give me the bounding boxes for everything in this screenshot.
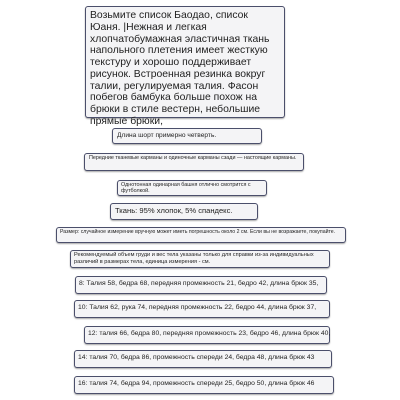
note-tshirt: Однотонная одинарная башня отлично смотрится с футболкой.	[117, 180, 267, 196]
size-row-12: 12: талия 66, бедра 80, передняя промежность 23, бедро 46, длина брюк 40,	[84, 326, 330, 344]
product-description-text: Возьмите список Баодао, список Юаня. |Нежная и легкая хлопчатобумажная эластичная ткань напольного плетения имеет жесткую текстуру и хорошо поддерживает рисунок. Встроенная резинка вокруг талии, регулируемая талия. Фасон побегов бамбука больше похож на брюки в стиле вестерн, небольшие прямые брюки,	[85, 6, 285, 118]
note-recommended-size: Рекомендуемый объем груди и вес тела указаны только для справки из-за индивидуальных различий в размерах тела, единица измерения - см.	[70, 250, 330, 268]
size-row-14: 14: талия 70, бедра 86, промежность спереди 24, бедра 48, длина брюк 43	[74, 350, 332, 368]
size-row-8: 8: Талия 58, бедра 68, передняя промежность 21, бедро 42, длина брюк 35,	[75, 276, 327, 294]
note-measurement-error: Размер: случайное измерение вручную может иметь погрешность около 2 см. Если вы не возражаете, покупайте.	[56, 227, 346, 243]
note-shorts-length: Длина шорт примерно четверть.	[112, 128, 262, 144]
size-row-10: 10: Талия 62, рука 74, передняя промежность 22, бедро 44, длина брюк 37,	[74, 300, 330, 318]
note-fabric: Ткань: 95% хлопок, 5% спандекс.	[110, 203, 258, 220]
size-row-16: 16: талия 74, бедра 94, промежность спереди 25, бедро 50, длина брюк 46	[74, 376, 334, 394]
note-pockets: Передние тканевые карманы и одиночные карманы сзади — настоящие карманы.	[84, 153, 304, 171]
